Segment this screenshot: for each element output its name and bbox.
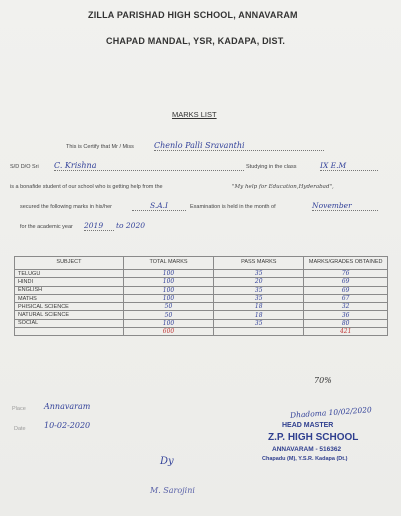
cert-line3: is a bonafide student of our school who is getting help from the (10, 184, 163, 190)
table-row (15, 319, 388, 327)
pass-cell: 35 (214, 286, 304, 294)
col-subject: SUBJECT (15, 257, 124, 270)
table-row (15, 311, 388, 319)
pass-cell: 18 (214, 311, 304, 319)
class-value: IX E.M (320, 161, 378, 171)
stamp-school: Z.P. HIGH SCHOOL (268, 432, 359, 443)
stamp-head-master: HEAD MASTER (282, 422, 334, 429)
col-obtained: MARKS/GRADES OBTAINED (304, 257, 388, 270)
table-row (15, 286, 388, 294)
table-row (15, 270, 388, 278)
col-total: TOTAL MARKS (123, 257, 213, 270)
total-cell: 100 (123, 270, 213, 278)
table-row (15, 278, 388, 286)
pass-cell: 35 (214, 294, 304, 302)
page-title: MARKS LIST (172, 110, 217, 119)
place-label: Place (12, 406, 26, 412)
school-name: ZILLA PARISHAD HIGH SCHOOL, ANNAVARAM (88, 10, 298, 20)
obtained-cell: 32 (304, 303, 388, 311)
signature-initials: Dy (160, 456, 174, 467)
pass-cell: 35 (214, 270, 304, 278)
total-cell: 100 (123, 278, 213, 286)
totals-row (15, 328, 388, 336)
obtained-cell: 80 (304, 319, 388, 327)
date-value: 10-02-2020 (44, 421, 91, 430)
subject-cell: MATHS (15, 294, 124, 302)
head-master-signature: Dhadoma 10/02/2020 (289, 405, 373, 420)
cert-line1-label: This is Certify that Mr / Miss (66, 144, 134, 150)
school-address: CHAPAD MANDAL, YSR, KADAPA, DIST. (106, 36, 286, 46)
cert-line4-mid: Examination is held in the month of (190, 204, 276, 210)
month-value: November (312, 201, 378, 211)
signature-name: M. Sarojini (150, 486, 195, 495)
studying-label: Studying in the class (246, 164, 297, 170)
total-cell: 100 (123, 286, 213, 294)
year-to: to 2020 (116, 221, 146, 230)
subject-cell: HINDI (15, 278, 124, 286)
cert-line2-label: S/D D/O Sri (10, 164, 39, 170)
pass-cell: 18 (214, 303, 304, 311)
table-row (15, 303, 388, 311)
place-value: Annavaram (44, 402, 91, 411)
cert-line4-label: secured the following marks in his/her (20, 204, 113, 210)
total-cell: 100 (123, 319, 213, 327)
subject-cell: NATURAL SCIENCE (15, 311, 124, 319)
cert-line5-label: for the academic year (20, 224, 73, 230)
obtained-cell: 69 (304, 278, 388, 286)
totals-label-cell (15, 328, 124, 336)
stamp-village: ANNAVARAM - 516362 (272, 446, 342, 453)
total-obtained-sum: 421 (304, 328, 388, 336)
pass-cell: 35 (214, 319, 304, 327)
subject-cell: PHISICAL SCIENCE (15, 303, 124, 311)
total-cell: 50 (123, 303, 213, 311)
subject-cell: TELUGU (15, 270, 124, 278)
total-cell: 50 (123, 311, 213, 319)
totals-pass-cell (214, 328, 304, 336)
year-from: 2019 (84, 221, 114, 231)
col-pass: PASS MARKS (214, 257, 304, 270)
obtained-cell: 67 (304, 294, 388, 302)
obtained-cell: 76 (304, 270, 388, 278)
subject-cell: ENGLISH (15, 286, 124, 294)
parent-name: C. Krishna (54, 161, 244, 171)
table-row (15, 294, 388, 302)
stamp-district: Chapadu (M), Y.S.R. Kadapa (Dt.) (262, 456, 348, 462)
table-header-row (15, 257, 388, 270)
subject-cell: SOCIAL (15, 319, 124, 327)
total-marks-sum: 600 (123, 328, 213, 336)
obtained-cell: 36 (304, 311, 388, 319)
exam-value: S.A.I (132, 201, 186, 211)
date-label: Date (14, 426, 26, 432)
student-name: Chenlo Palli Sravanthi (154, 141, 324, 151)
obtained-cell: 69 (304, 286, 388, 294)
total-cell: 100 (123, 294, 213, 302)
percentage: 70% (314, 376, 332, 385)
marks-table (14, 256, 388, 336)
pass-cell: 20 (214, 278, 304, 286)
org-name: "My help for Education,Hyderabad", (232, 184, 334, 190)
